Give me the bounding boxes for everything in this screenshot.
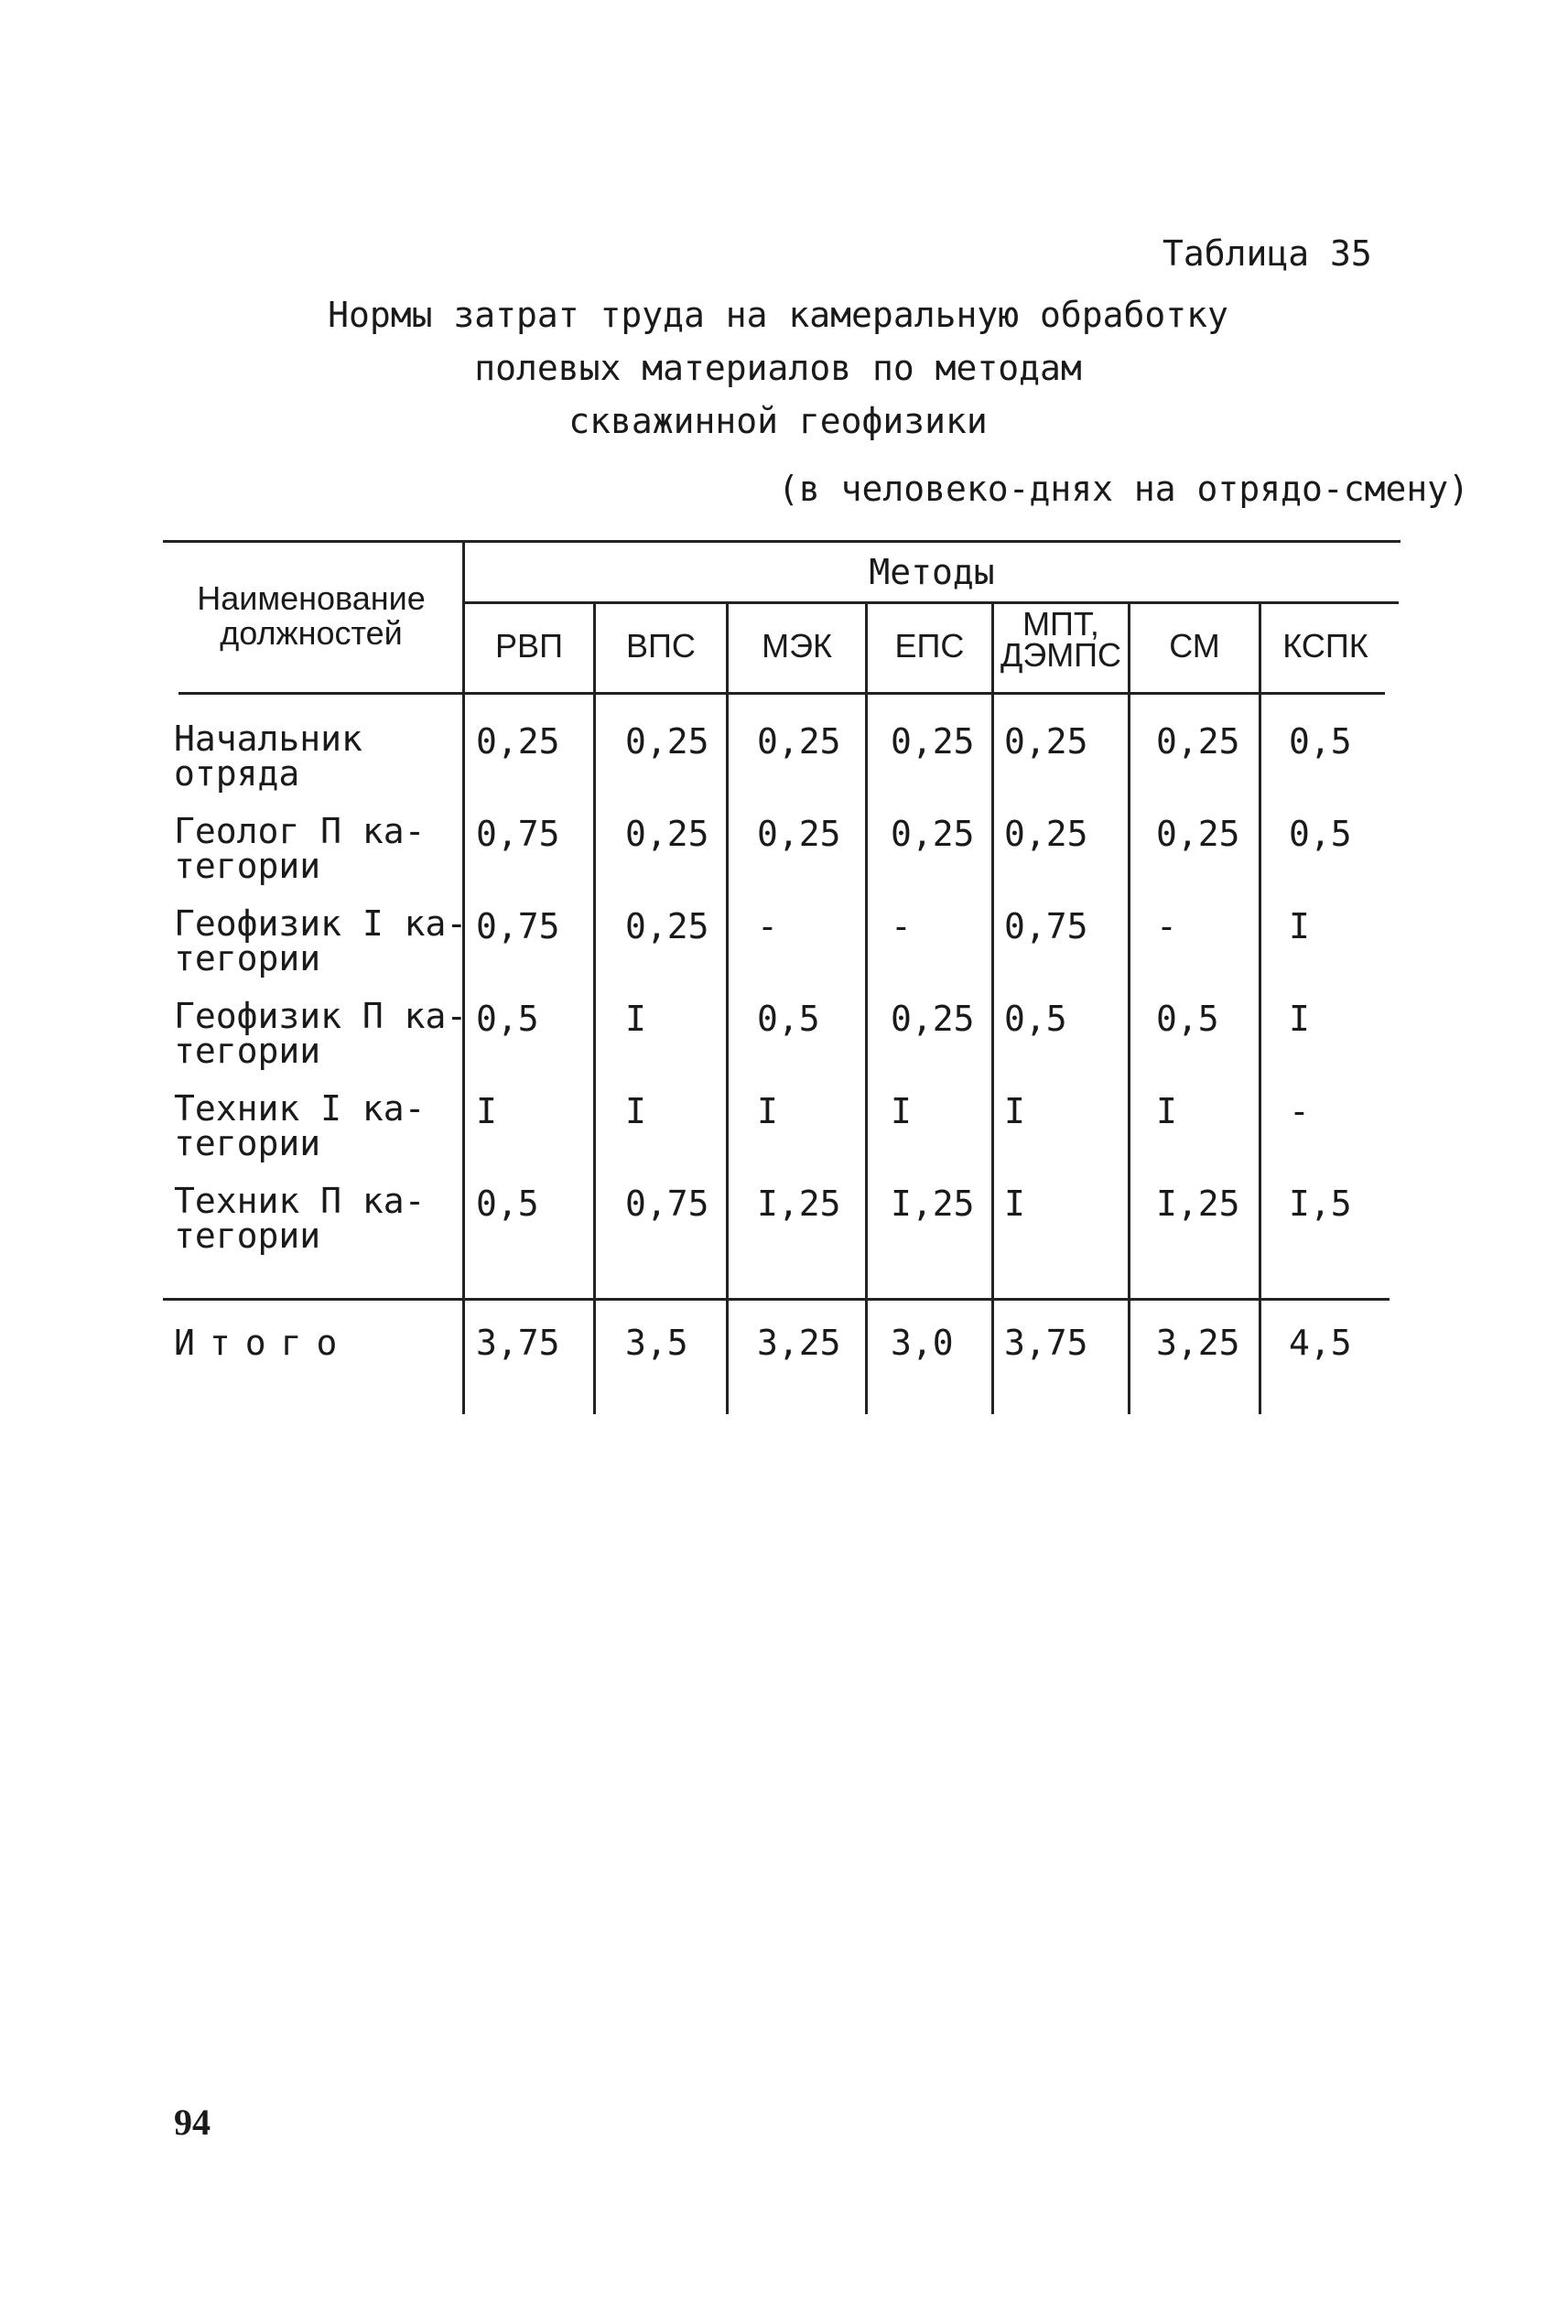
header-line: должностей xyxy=(220,614,403,652)
column-header-vps: ВПС xyxy=(626,627,696,665)
table-cell: I,5 xyxy=(1289,1184,1352,1224)
total-rule xyxy=(163,1298,1390,1301)
row-label-line: тегории xyxy=(174,846,321,886)
row-label-line: тегории xyxy=(174,938,321,978)
column-header-mek: МЭК xyxy=(762,627,832,665)
total-cell: 3,25 xyxy=(757,1323,841,1363)
column-divider xyxy=(462,540,465,1414)
table-cell: 0,25 xyxy=(625,814,709,854)
row-label xyxy=(174,1088,449,1163)
row-label xyxy=(174,1181,449,1256)
row-label xyxy=(174,903,468,978)
methods-header: Методы xyxy=(869,552,995,592)
column-header-mpt-dempts xyxy=(994,605,1128,674)
table-cell: 0,25 xyxy=(757,814,841,854)
total-cell: 3,0 xyxy=(891,1323,954,1363)
table-cell: 0,25 xyxy=(476,721,560,762)
table-cell: I xyxy=(1004,1184,1025,1224)
total-row-label: Итого xyxy=(174,1323,352,1363)
table-cell: 0,25 xyxy=(1156,721,1240,762)
column-divider xyxy=(991,601,994,1414)
table-title xyxy=(275,288,1281,448)
table-cell: I xyxy=(1004,1091,1025,1131)
title-line: скважинной геофизики xyxy=(568,401,988,441)
row-label-line: Геофизик I ка- xyxy=(174,903,468,944)
table-cell: - xyxy=(1156,906,1177,946)
table-cell: I xyxy=(757,1091,778,1131)
column-header-kspk: КСПК xyxy=(1282,627,1368,665)
table-cell: - xyxy=(1289,1091,1310,1131)
table-cell: I,25 xyxy=(1156,1184,1240,1224)
row-label xyxy=(174,811,449,886)
table-cell: I xyxy=(1156,1091,1177,1131)
total-cell: 3,75 xyxy=(476,1323,560,1363)
total-cell: 3,25 xyxy=(1156,1323,1240,1363)
column-divider xyxy=(593,601,596,1414)
total-cell: 3,5 xyxy=(625,1323,688,1363)
table-cell: 0,5 xyxy=(476,999,539,1039)
table-cell: 0,75 xyxy=(625,1184,709,1224)
table-cell: 0,25 xyxy=(757,721,841,762)
position-column-header xyxy=(174,581,449,651)
total-cell: 3,75 xyxy=(1004,1323,1088,1363)
table-cell: 0,5 xyxy=(1156,999,1219,1039)
table-cell: I xyxy=(625,1091,646,1131)
column-divider xyxy=(1259,601,1261,1414)
table-cell: I,25 xyxy=(757,1184,841,1224)
table-cell: 0,75 xyxy=(476,814,560,854)
title-line: полевых материалов по методам xyxy=(474,348,1082,388)
table-cell: 0,5 xyxy=(757,999,820,1039)
table-cell: 0,5 xyxy=(1004,999,1067,1039)
header-line: Наименование xyxy=(197,579,426,617)
table-cell: 0,25 xyxy=(891,814,975,854)
row-label-line: тегории xyxy=(174,1031,321,1071)
row-label-line: Геофизик П ка- xyxy=(174,996,468,1036)
units-note: (в человеко-днях на отрядо-смену) xyxy=(778,469,1469,509)
table-cell: 0,5 xyxy=(1289,721,1352,762)
table-cell: 0,25 xyxy=(1004,814,1088,854)
table-cell: 0,75 xyxy=(476,906,560,946)
table-cell: I xyxy=(476,1091,497,1131)
table-cell: 0,5 xyxy=(1289,814,1352,854)
table-cell: I,25 xyxy=(891,1184,975,1224)
table-cell: 0,25 xyxy=(1156,814,1240,854)
row-label-line: Геолог П ка- xyxy=(174,811,426,851)
table-cell: 0,25 xyxy=(625,906,709,946)
table-cell: 0,25 xyxy=(891,999,975,1039)
row-label-line: Техник П ка- xyxy=(174,1181,426,1221)
row-label xyxy=(174,996,468,1071)
table-cell: 0,5 xyxy=(476,1184,539,1224)
column-header-eps: ЕПС xyxy=(894,627,965,665)
column-divider xyxy=(865,601,868,1414)
column-divider xyxy=(1128,601,1130,1414)
row-label-line: тегории xyxy=(174,1123,321,1163)
table-top-rule xyxy=(163,540,1400,543)
row-label-line: Техник I ка- xyxy=(174,1088,426,1129)
column-header-rvp: РВП xyxy=(495,627,563,665)
table-cell: 0,75 xyxy=(1004,906,1088,946)
table-cell: 0,25 xyxy=(625,721,709,762)
page-number: 94 xyxy=(174,2102,211,2143)
header-line: ДЭМПС xyxy=(1000,636,1122,674)
table-cell: - xyxy=(757,906,778,946)
table-cell: 0,25 xyxy=(1004,721,1088,762)
row-label xyxy=(174,719,449,794)
header-line: МПТ, xyxy=(1022,605,1099,643)
row-label-line: тегории xyxy=(174,1216,321,1256)
table-number: Таблица 35 xyxy=(1162,233,1372,274)
column-header-sm: СМ xyxy=(1169,627,1220,665)
row-label-line: Начальник xyxy=(174,719,362,759)
total-cell: 4,5 xyxy=(1289,1323,1352,1363)
table-cell: I xyxy=(1289,906,1310,946)
header-bottom-rule xyxy=(178,692,1385,695)
column-divider xyxy=(726,601,729,1414)
table-cell: I xyxy=(1289,999,1310,1039)
title-line: Нормы затрат труда на камеральную обработку xyxy=(328,295,1228,335)
table-cell: I xyxy=(625,999,646,1039)
table-cell: I xyxy=(891,1091,912,1131)
row-label-line: отряда xyxy=(174,753,300,794)
table-cell: - xyxy=(891,906,912,946)
table-cell: 0,25 xyxy=(891,721,975,762)
